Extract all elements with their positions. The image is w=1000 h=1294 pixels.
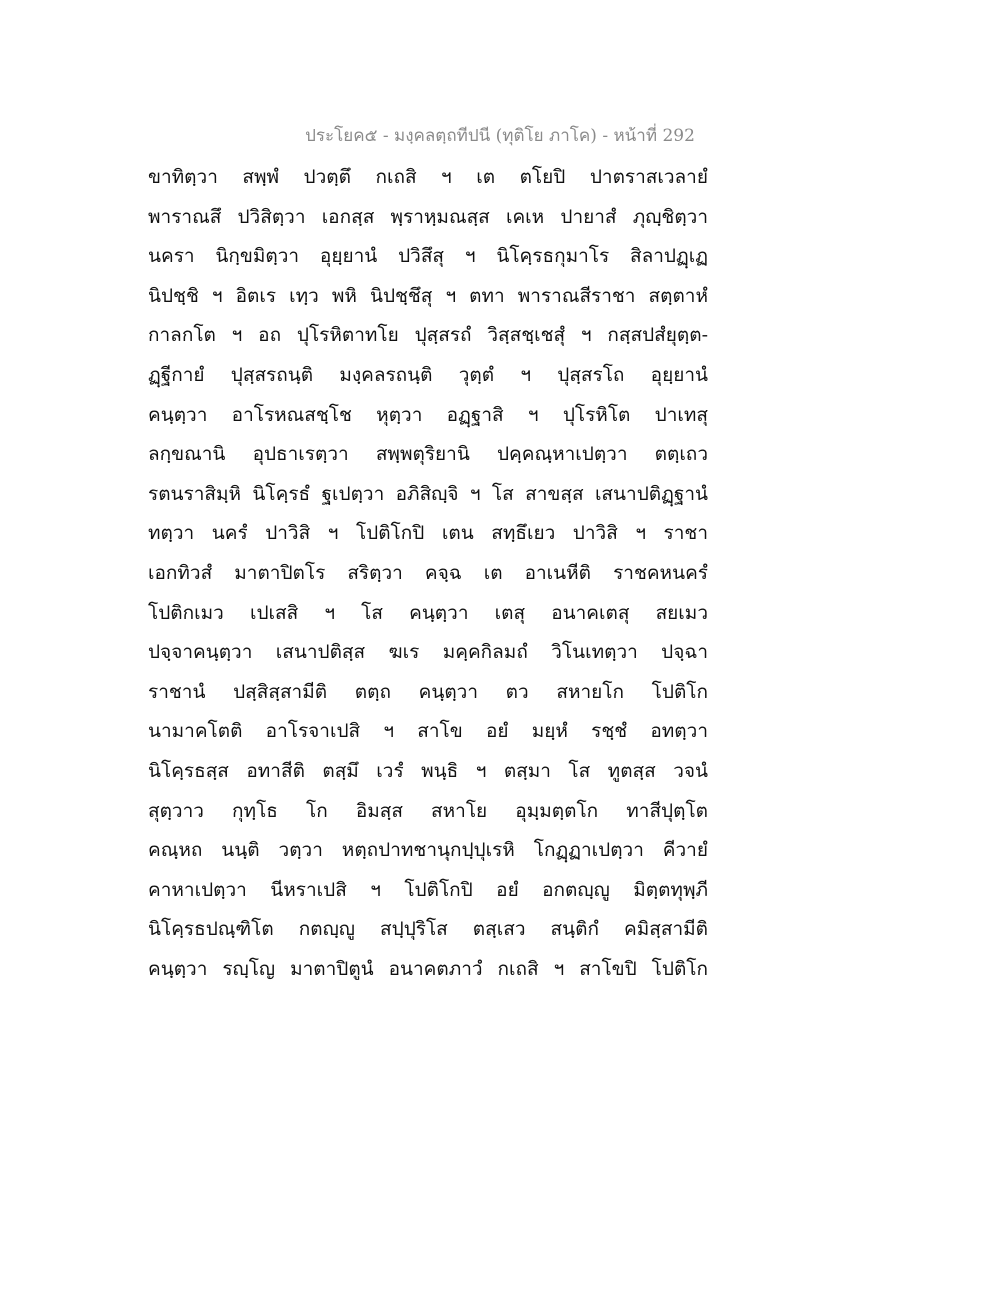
text-line: นิโคฺรธสฺส อทาสีติ ตสฺมึ เวรํ พนฺธิ ฯ ตสฺมา โส ทูตสฺส วจนํ	[148, 759, 708, 782]
text-line: ขาทิตฺวา สพฺพํ ปวตฺตึ กเถสิ ฯ เต ตโยปิ ปาตราสเวลายํ	[148, 166, 708, 188]
text-line: โปติกเมว เปเสสิ ฯ โส คนฺตฺวา เตสุ อนาคเตสุ สยเมว	[148, 601, 708, 624]
text-line: ลกฺขณานิ อุปธาเรตฺวา สพฺพตุริยานิ ปคฺคณฺหาเปตฺวา ตตฺเถว	[148, 443, 708, 466]
text-line: ฏฺฐีกายํ ปุสฺสรถนฺติ มงฺคลรถนฺติ วุตฺตํ ฯ ปุสฺสรโถ อุยฺยานํ	[148, 363, 708, 386]
text-line: นามาคโตติ อาโรจาเปสิ ฯ สาโข อยํ มยฺหํ รชฺชํ อทตฺวา	[148, 720, 708, 743]
text-line: เอกทิวสํ มาตาปิตโร สริตฺวา คจฺฉ เต อาเนหีติ ราชคหนครํ	[148, 561, 708, 584]
running-header: ประโยค๕ - มงฺคลตฺถทีปนี (ทุติโย ภาโค) - หน้าที่ 292	[305, 126, 695, 146]
text-line: นิปชฺชิ ฯ อิตเร เทฺว พหิ นิปชฺชึสุ ฯ ตทา พาราณสีราชา สตฺตาหํ	[148, 284, 708, 307]
text-line: ราชานํ ปสฺสิสฺสามีติ ตตฺถ คนฺตฺวา ตว สหายโก โปติโก	[148, 680, 708, 703]
text-line: กาลกโต ฯ อถ ปุโรหิตาทโย ปุสฺสรถํ วิสฺสชฺเชสุํ ฯ กสฺสปสํยุตฺต-	[148, 324, 708, 347]
text-line: รตนราสิมฺหิ นิโคฺรธํ ฐเปตฺวา อภิสิญฺจิ ฯ โส สาขสฺส เสนาปติฏฺฐานํ	[148, 482, 708, 505]
text-line: สุตฺวาว กุทฺโธ โก อิมสฺส สหาโย อุมฺมตฺตโก ทาสีปุตฺโต	[148, 799, 708, 822]
text-line: นิโคฺรธปณฺฑิโต กตญฺญู สปฺปุริโส ตสฺเสว สนฺติกํ คมิสฺสามีติ	[148, 918, 708, 941]
text-line: คณฺหถ นนฺติ วตฺวา หตฺถปาทชานุกปฺปุเรหิ โกฏฺฏาเปตฺวา คีวายํ	[148, 839, 708, 862]
text-line: ปจฺจาคนฺตฺวา เสนาปติสฺส ฆเร มคฺคกิลมถํ วิโนเทตฺวา ปจฺฉา	[148, 641, 708, 664]
text-line: คนฺตฺวา อาโรหณสชฺโช หุตฺวา อฏฺฐาสิ ฯ ปุโรหิโต ปาเทสุ	[148, 403, 708, 426]
text-line: คาหาเปตฺวา นีหราเปสิ ฯ โปติโกปิ อยํ อกตญฺญู มิตฺตทุพฺภี	[148, 878, 708, 901]
text-line: ทตฺวา นครํ ปาวิสิ ฯ โปติโกปิ เตน สทฺธึเยว ปาวิสิ ฯ ราชา	[148, 522, 708, 545]
text-line: คนฺตฺวา รญฺโญ มาตาปิตูนํ อนาคตภาวํ กเถสิ ฯ สาโขปิ โปติโก	[148, 957, 708, 980]
text-line: พาราณสึ ปวิสิตฺวา เอกสฺส พฺราหฺมณสฺส เคเห ปายาสํ ภุญฺชิตฺวา	[148, 205, 708, 228]
text-line: นครา นิกฺขมิตฺวา อุยฺยานํ ปวิสึสุ ฯ นิโคฺรธกุมาโร สิลาปฏฺเฏ	[148, 245, 708, 268]
body-text	[148, 158, 708, 989]
